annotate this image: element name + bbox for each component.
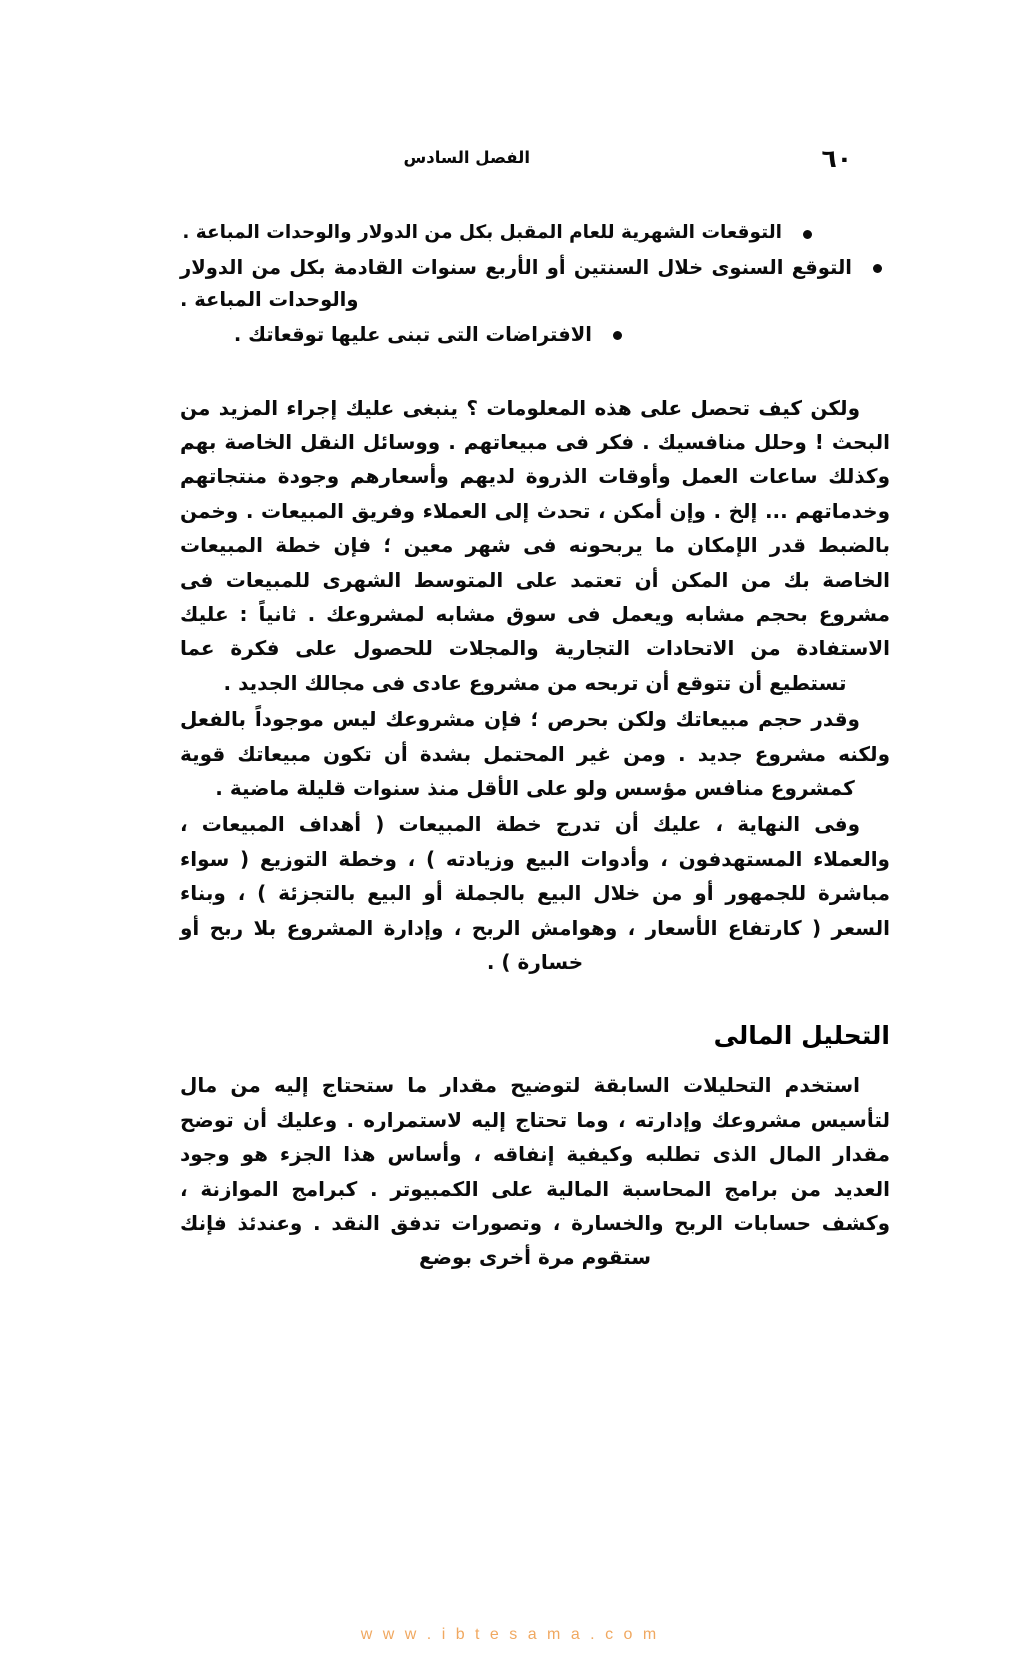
chapter-label: الفصل السادس (403, 148, 530, 167)
list-item (180, 319, 630, 351)
body-paragraph-1: ولكن كيف تحصل على هذه المعلومات ؟ ينبغى عليك إجراء المزيد من البحث ! وحلل منافسيك . فكر فى مبيعاتهم . ووسائل النقل الخاصة بهم وكذلك ساعات العمل وأوقات الذروة لديهم وأسعارهم وجودة منتجاتهم وخدماتهم ... إلخ . وإن أمكن ، تحدث إلى العملاء وفريق المبيعات . وخمن بالضبط قدر الإمكان ما يربحونه فى شهر معين ؛ فإن خطة المبيعات الخاصة بك من المكن أن تعتمد على المتوسط الشهرى للمبيعات فى مشروع بحجم مشابه ويعمل فى سوق مشابه لمشروعك . ثانياً : عليك الاستفادة من الاتحادات التجارية والمجلات للحصول على فكرة عما تستطيع أن تتوقع أن تربحه من مشروع عادى فى مجالك الجديد . (180, 395, 890, 695)
list-item (180, 252, 890, 315)
list-item-text: التوقع السنوى خلال السنتين أو الأربع سنوات القادمة بكل من الدولار والوحدات المباعة . (180, 255, 852, 311)
running-head (0, 144, 1020, 182)
bullet-dot-icon (803, 230, 812, 239)
bullet-list (180, 218, 890, 351)
page-number: ٦٠ (821, 144, 852, 173)
watermark: w w w . i b t e s a m a . c o m (360, 1626, 660, 1643)
section-body-paragraph: استخدم التحليلات السابقة لتوضيح مقدار ما ستحتاج إليه من مال لتأسيس مشروعك وإدارته ، وما تحتاج إليه لاستمراره . وعليك أن توضح مقدار المال الذى تطلبه وكيفية إنفاقه ، وأساس هذا الجزء هو وجود العديد من برامج المحاسبة المالية على الكمبيوتر . كبرامج الموازنة ، وكشف حسابات الربح والخسارة ، وتصورات تدفق النقد . وعندئذ فإنك ستقوم مرة أخرى بوضع (180, 1073, 890, 1270)
bullet-dot-icon (873, 264, 882, 273)
list-item-text: الافتراضات التى تبنى عليها توقعاتك . (233, 323, 592, 347)
bullet-dot-icon (613, 331, 622, 340)
list-item (180, 218, 820, 248)
body-paragraph-3: وفى النهاية ، عليك أن تدرج خطة المبيعات ( أهداف المبيعات ، والعملاء المستهدفون ، وأدوات البيع وزيادته ) ، وخطة التوزيع ( سواء مباشرة للجمهور أو من خلال البيع بالجملة أو البيع بالتجزئة ) ، وبناء السعر ( كارتفاع الأسعار ، وهوامش الربح ، وإدارة المشروع بلا ربح أو خسارة ) . (180, 812, 890, 974)
body-paragraph-2: وقدر حجم مبيعاتك ولكن بحرص ؛ فإن مشروعك ليس موجوداً بالفعل ولكنه مشروع جديد . ومن غير المحتمل بشدة أن تكون مبيعاتك قوية كمشروع منافس مؤسس ولو على الأقل منذ سنوات قليلة ماضية . (180, 707, 890, 800)
section-heading: التحليل المالى (713, 1021, 890, 1051)
page-content (180, 218, 890, 1275)
list-item-text: التوقعات الشهرية للعام المقبل بكل من الدولار والوحدات المباعة . (182, 222, 782, 243)
